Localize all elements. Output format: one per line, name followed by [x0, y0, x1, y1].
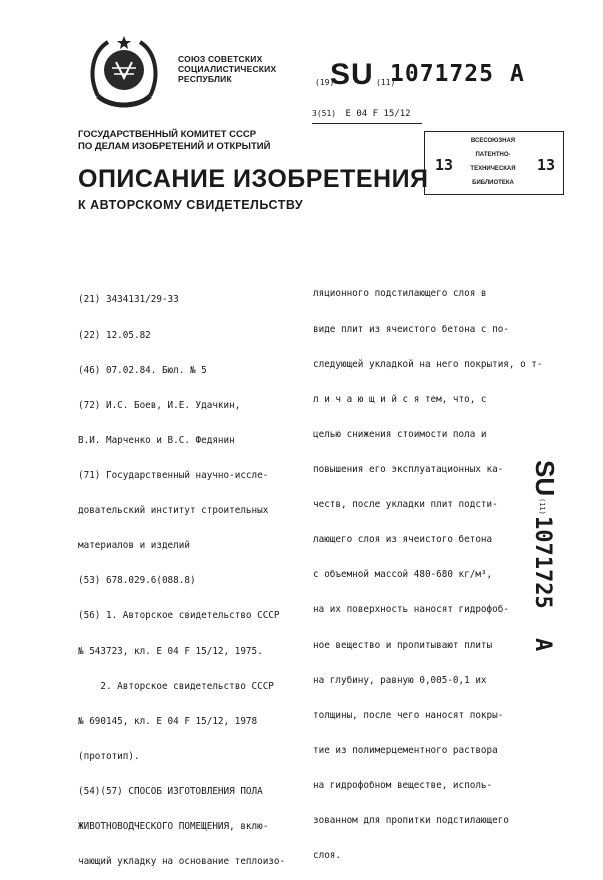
ipc-code-label: 3(51) — [312, 109, 337, 118]
stamp-line: ПАТЕНТНО- — [475, 152, 511, 158]
text-line: № 690145, кл. Е 04 F 15/12, 1978 — [78, 715, 258, 727]
text-line: ное вещество и пропитывают плиты — [313, 639, 493, 651]
text-line: В.И. Марченко и В.С. Федянин — [78, 434, 235, 446]
text-line: ЖИВОТНОВОДЧЕСКОГО ПОМЕЩЕНИЯ, вклю- — [78, 821, 269, 833]
text-line: (72) И.С. Боев, И.Е. Удачкин, — [78, 399, 241, 411]
vertical-number: 1071725 — [530, 516, 555, 609]
text-line: тие из полимерцементного раствора — [313, 744, 498, 756]
org-line: СОЮЗ СОВЕТСКИХ — [178, 54, 263, 64]
org-line: РЕСПУБЛИК — [178, 74, 232, 84]
ipc-classification — [312, 109, 411, 119]
committee-name — [78, 129, 270, 153]
country-code: SU — [330, 58, 374, 91]
stamp-line: ТЕХНИЧЕСКАЯ — [470, 166, 516, 172]
text-line: довательский институт строительных — [78, 505, 269, 517]
text-line: на гидрофобном веществе, исполь- — [313, 779, 493, 791]
text-line: (21) 3434131/29-33 — [78, 294, 179, 306]
text-line: с объемной массой 480-680 кг/м³, — [313, 569, 493, 581]
text-line: зованном для пропитки подстилающего — [313, 815, 509, 827]
text-line: честв, после укладки плит подсти- — [313, 499, 498, 511]
library-stamp — [424, 131, 564, 195]
text-line: (прототип). — [78, 750, 140, 762]
stamp-line: ВСЕСОЮЗНАЯ — [470, 138, 516, 144]
text-line: слоя. — [313, 850, 341, 862]
text-line: лающего слоя из ячеистого бетона — [313, 534, 493, 546]
text-line: (22) 12.05.82 — [78, 329, 151, 341]
text-line: л и ч а ю щ и й с я тем, что, с — [313, 393, 487, 405]
document-title: ОПИСАНИЕ ИЗОБРЕТЕНИЯ — [78, 165, 429, 193]
stamp-line: БИБЛИОТЕКА — [472, 180, 514, 186]
vertical-kind: A — [530, 638, 555, 652]
ipc-value: E 04 F 15/12 — [345, 109, 411, 119]
text-line: следующей укладкой на него покрытия, о т- — [313, 358, 543, 370]
text-line: (56) 1. Авторское свидетельство СССР — [78, 610, 280, 622]
text-line: на их поверхность наносят гидрофоб- — [313, 604, 509, 616]
stamp-number-right: 13 — [536, 156, 555, 174]
stamp-number-left: 13 — [435, 156, 454, 174]
text-line: ляционного подстилающего слоя в — [313, 288, 487, 300]
text-line: 2. Авторское свидетельство СССР — [78, 680, 274, 692]
text-line: виде плит из ячеистого бетона с по- — [313, 323, 509, 335]
ussr-emblem-icon — [88, 34, 160, 110]
vertical-code: (11) — [538, 498, 546, 515]
bibliographic-data — [78, 271, 285, 880]
text-line: (46) 07.02.84. Бюл. № 5 — [78, 364, 207, 376]
code-11: (11) — [376, 78, 396, 87]
text-line: чающий укладку на основание теплоизо- — [78, 856, 286, 868]
committee-line: ПО ДЕЛАМ ИЗОБРЕТЕНИЙ И ОТКРЫТИЙ — [78, 141, 271, 152]
claim-text — [313, 265, 543, 874]
committee-line: ГОСУДАРСТВЕННЫЙ КОМИТЕТ СССР — [78, 129, 257, 140]
org-line: СОЦИАЛИСТИЧЕСКИХ — [178, 64, 277, 74]
vertical-patent-number — [530, 430, 578, 665]
org-name — [178, 54, 276, 84]
patent-number: 1071725 — [390, 61, 494, 87]
vertical-country: SU — [530, 460, 560, 497]
text-line: материалов и изделий — [78, 540, 190, 552]
text-line: на глубину, равную 0,005-0,1 их — [313, 674, 487, 686]
text-line: № 543723, кл. Е 04 F 15/12, 1975. — [78, 645, 263, 657]
document-subtitle: К АВТОРСКОМУ СВИДЕТЕЛЬСТВУ — [78, 198, 304, 212]
text-line: (71) Государственный научно-иссле- — [78, 469, 269, 481]
kind-code: A — [510, 61, 525, 87]
code-19: (19) — [315, 78, 335, 87]
text-line: (53) 678.029.6(088.8) — [78, 575, 196, 587]
text-line: толщины, после чего наносят покры- — [313, 709, 504, 721]
divider — [312, 123, 422, 124]
text-line: (54)(57) СПОСОБ ИЗГОТОВЛЕНИЯ ПОЛА — [78, 785, 263, 797]
text-line: повышения его эксплуатационных ка- — [313, 463, 504, 475]
text-line: целью снижения стоимости пола и — [313, 428, 487, 440]
